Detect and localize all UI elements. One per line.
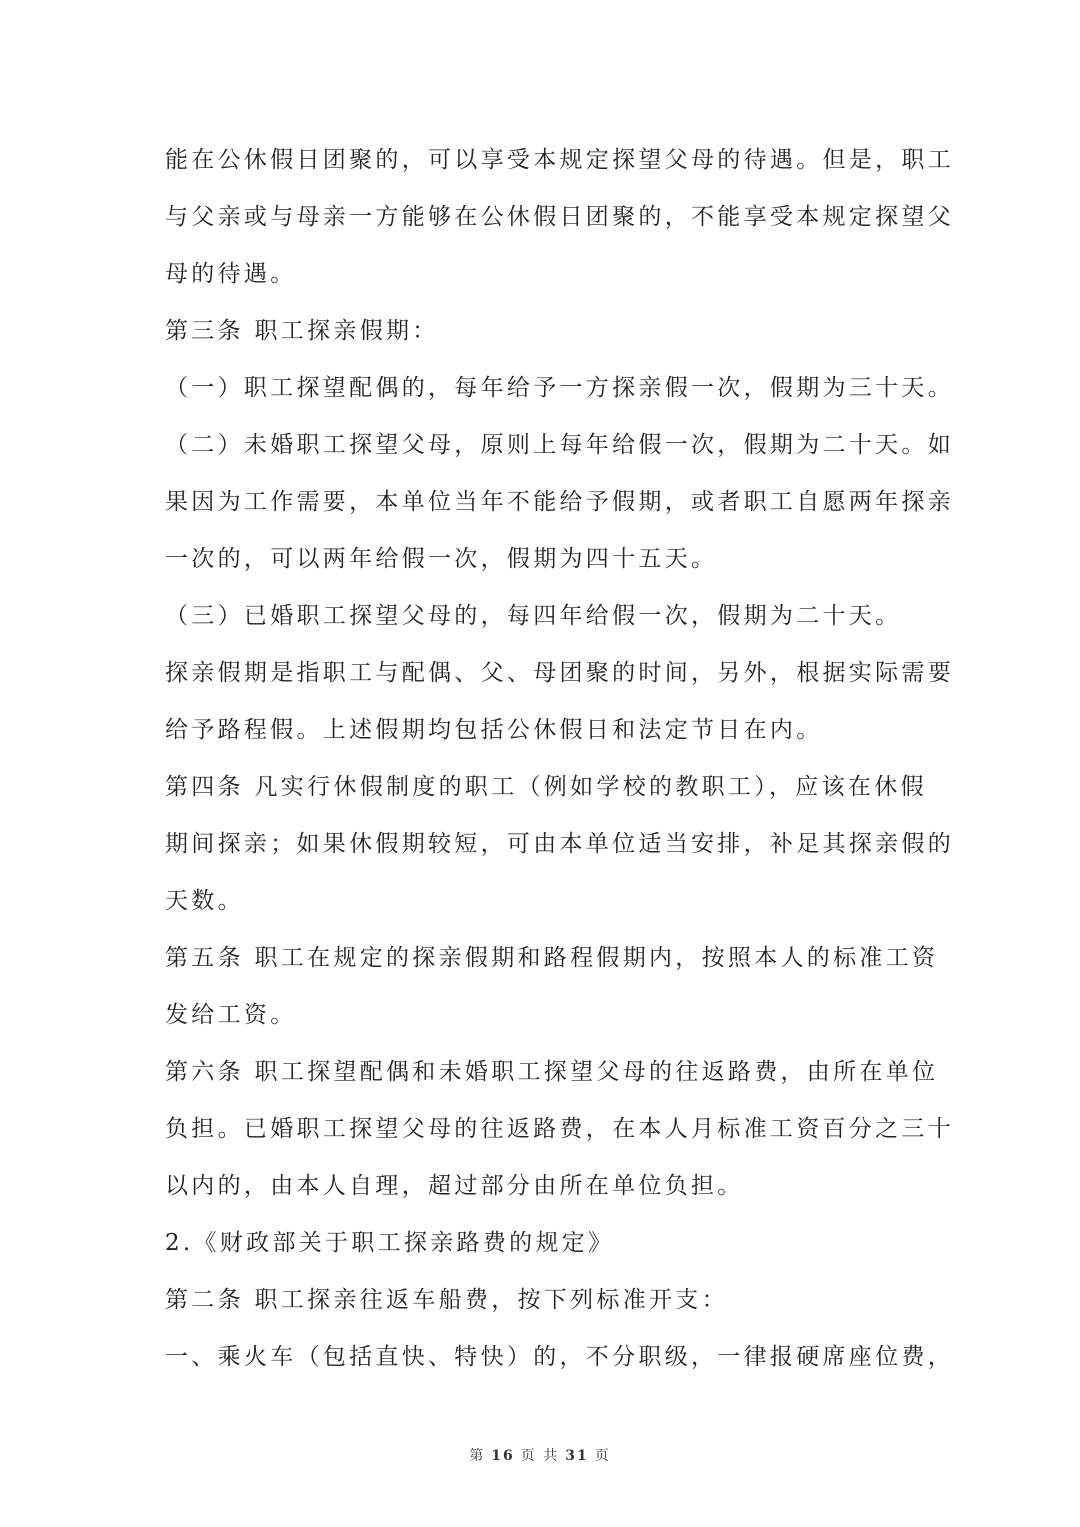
- text-line: 母的待遇。: [165, 261, 297, 287]
- current-page-number: 16: [491, 1448, 515, 1464]
- text-line: 给予路程假。上述假期均包括公休假日和法定节日在内。: [165, 717, 823, 743]
- text-line: 负担。已婚职工探望父母的往返路费，在本人月标准工资百分之三十: [165, 1116, 954, 1142]
- text-line: 能在公休假日团聚的，可以享受本规定探望父母的待遇。但是，职工: [165, 147, 954, 173]
- article-4-paragraph: 第四条 凡实行休假制度的职工（例如学校的教职工），应该在休假: [165, 774, 927, 800]
- text-line: 一次的，可以两年给假一次，假期为四十五天。: [165, 546, 718, 572]
- text-line: 探亲假期是指职工与配偶、父、母团聚的时间，另外，根据实际需要: [165, 660, 954, 686]
- text-line: （一）职工探望配偶的，每年给予一方探亲假一次，假期为三十天。: [165, 375, 954, 401]
- footer-middle: 页 共: [520, 1448, 560, 1464]
- document-body: [165, 132, 954, 1386]
- text-line: 与父亲或与母亲一方能够在公休假日团聚的，不能享受本规定探望父: [165, 204, 954, 230]
- article-2-paragraph: 第二条 职工探亲往返车船费，按下列标准开支：: [165, 1287, 728, 1313]
- text-line: 以内的，由本人自理，超过部分由所在单位负担。: [165, 1173, 744, 1199]
- article-5-paragraph: 第五条 职工在规定的探亲假期和路程假期内，按照本人的标准工资: [165, 945, 939, 971]
- article-6-paragraph: 第六条 职工探望配偶和未婚职工探望父母的往返路费，由所在单位: [165, 1059, 939, 1085]
- text-line: 天数。: [165, 888, 244, 914]
- text-line: （二）未婚职工探望父母，原则上每年给假一次，假期为二十天。如: [165, 432, 954, 458]
- footer-suffix: 页: [594, 1448, 611, 1464]
- text-line: 发给工资。: [165, 1002, 297, 1028]
- text-line: 期间探亲；如果休假期较短，可由本单位适当安排，补足其探亲假的: [165, 831, 954, 857]
- page-number-footer: [0, 1445, 1080, 1465]
- text-line: 一、乘火车（包括直快、特快）的，不分职级，一律报硬席座位费，: [165, 1344, 954, 1370]
- total-pages-number: 31: [565, 1448, 589, 1464]
- text-line: 果因为工作需要，本单位当年不能给予假期，或者职工自愿两年探亲: [165, 489, 954, 515]
- section-heading: 2.《财政部关于职工探亲路费的规定》: [165, 1230, 615, 1256]
- article-3-heading: 第三条 职工探亲假期：: [165, 318, 439, 344]
- text-line: （三）已婚职工探望父母的，每四年给假一次，假期为二十天。: [165, 603, 902, 629]
- footer-prefix: 第: [469, 1448, 486, 1464]
